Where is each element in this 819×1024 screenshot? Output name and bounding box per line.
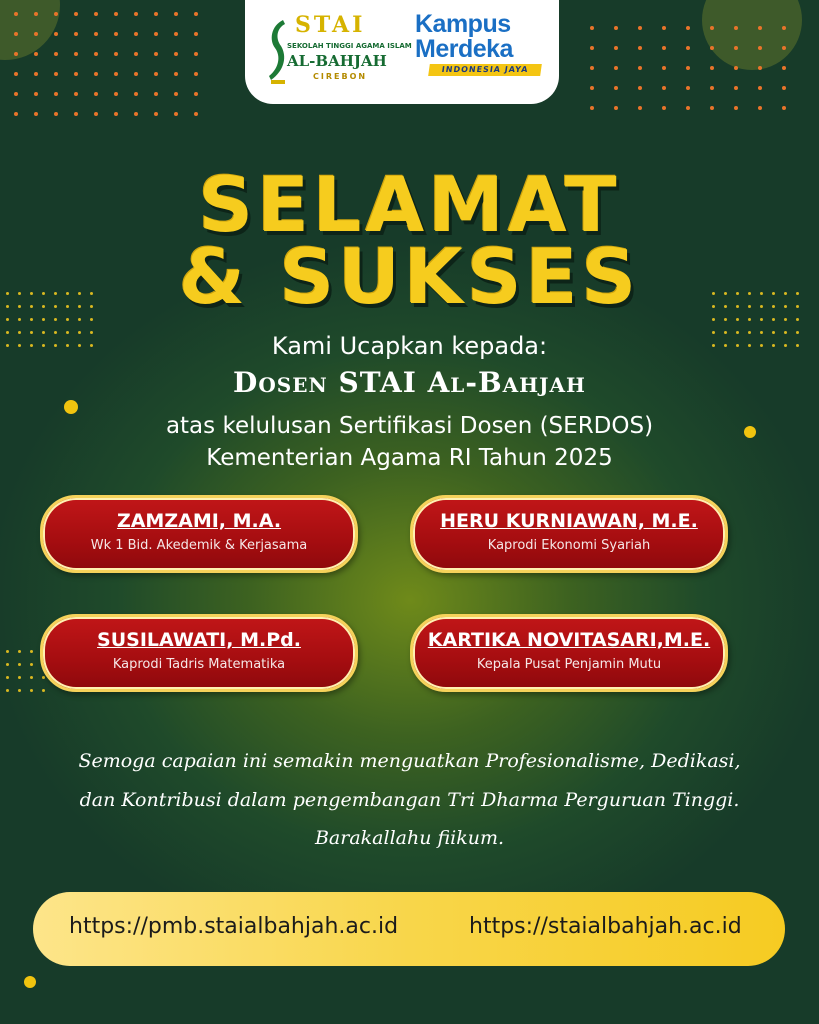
dot-grid-top-right: [590, 26, 786, 110]
stai-logo: [265, 10, 415, 94]
kampus-merdeka-tagline: INDONESIA JAYA: [428, 64, 542, 76]
lecturer-name: HERU KURNIAWAN, M.E.: [440, 510, 698, 532]
lecturer-card: [410, 495, 728, 573]
dot-grid-top-left: [14, 12, 198, 116]
closing-line3: Barakallahu fiikum.: [314, 827, 505, 849]
lecturer-name: ZAMZAMI, M.A.: [116, 510, 282, 532]
lecturer-role: Wk 1 Bid. Akedemik & Kerjasama: [90, 538, 308, 553]
accent-dot-left: [64, 400, 78, 414]
lecturer-card: [410, 614, 728, 692]
greeting-text: Kami Ucapkan kepada:: [271, 332, 548, 360]
accent-dot-bottom: [24, 976, 36, 988]
lecturer-role: Kaprodi Ekonomi Syariah: [487, 538, 651, 553]
recipient-text: Dosen STAI Al-Bahjah: [233, 366, 586, 399]
reason-line1: atas kelulusan Sertifikasi Dosen (SERDOS): [165, 413, 654, 439]
kampus-merdeka-line2: Merdeka: [415, 35, 513, 63]
stai-emblem-icon: [265, 16, 289, 86]
title-line2: & SUKSES: [178, 232, 641, 321]
lecturer-card: [40, 614, 358, 692]
lecturer-role: Kaprodi Tadris Matematika: [112, 657, 286, 672]
stai-logo-top: STAI: [295, 12, 366, 38]
lecturer-name: KARTIKA NOVITASARI,M.E.: [427, 629, 711, 651]
lecturer-role: Kepala Pusat Penjamin Mutu: [476, 657, 662, 672]
lecturer-card: [40, 495, 358, 573]
title-line1: SELAMAT: [198, 160, 621, 249]
website-link[interactable]: https://staialbahjah.ac.id: [469, 914, 742, 939]
closing-line1: Semoga capaian ini semakin menguatkan Profesionalisme, Dedikasi,: [78, 750, 741, 772]
pmb-link[interactable]: https://pmb.staialbahjah.ac.id: [69, 914, 399, 939]
lecturer-name: SUSILAWATI, M.Pd.: [97, 629, 301, 651]
stai-logo-city: CIREBON: [313, 72, 368, 81]
stai-logo-name: AL-BAHJAH: [287, 52, 387, 70]
closing-line2: dan Kontribusi dalam pengembangan Tri Dharma Perguruan Tinggi.: [79, 789, 740, 811]
logo-panel: [245, 0, 559, 104]
reason-line2: Kementerian Agama RI Tahun 2025: [206, 445, 613, 471]
kampus-merdeka-line1: Kampus: [415, 10, 511, 38]
url-bar: [33, 892, 785, 966]
stai-logo-subtitle: SEKOLAH TINGGI AGAMA ISLAM: [287, 42, 412, 50]
